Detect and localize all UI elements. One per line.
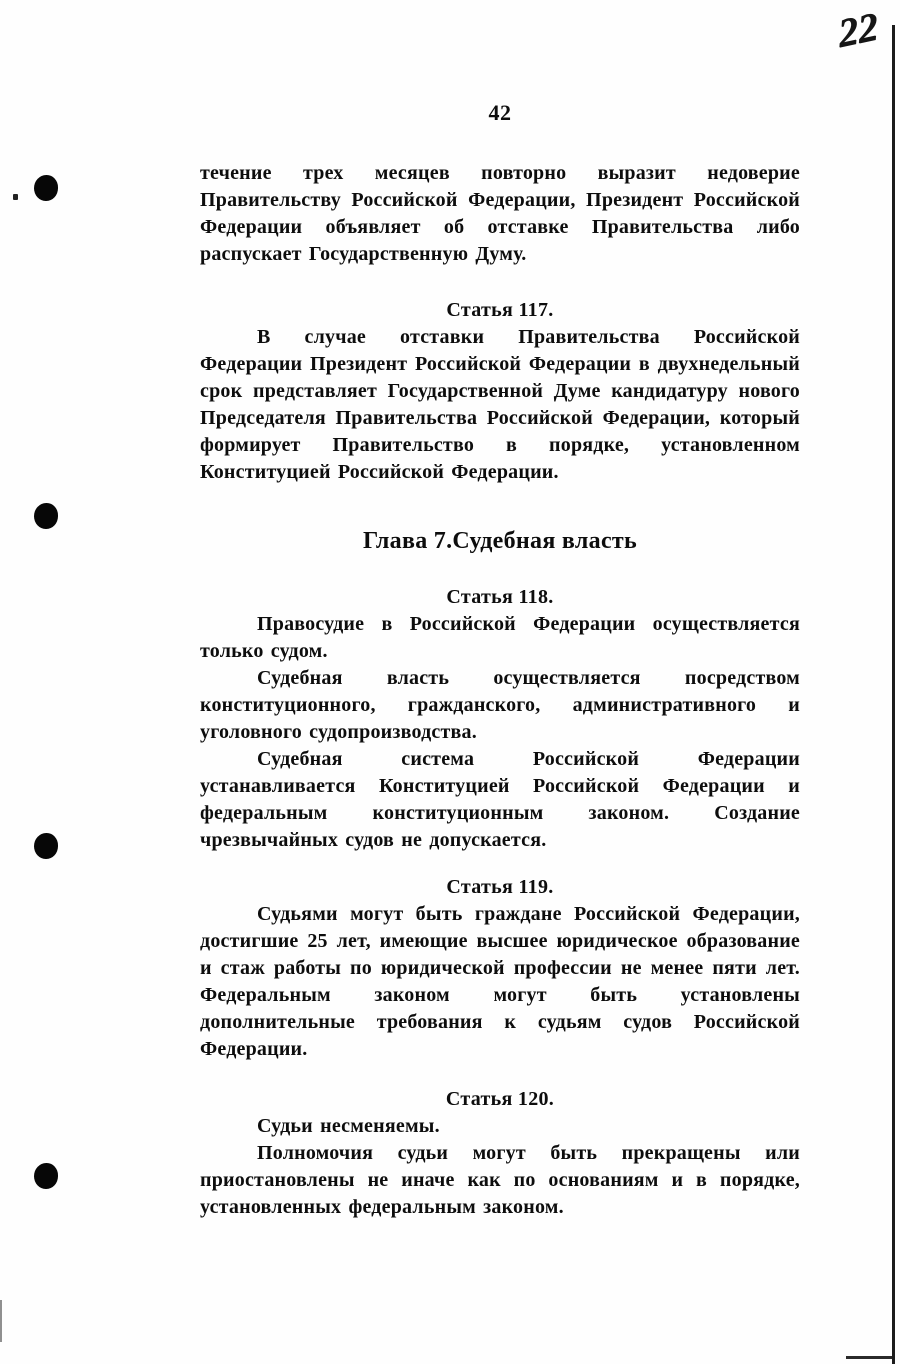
paragraph-article-118-part3: Судебная система Российской Федерации устанавливается Конституцией Российской Федерации и федеральным конституционным законом. Создание чрезвычайных судов не допускается. bbox=[200, 748, 800, 851]
hole-punch-dot bbox=[34, 833, 58, 859]
article-119-heading: Статья 119. bbox=[446, 876, 554, 898]
document-body bbox=[200, 0, 800, 1221]
scan-edge-line-bottom bbox=[846, 1356, 892, 1359]
paragraph-article-117: В случае отставки Правительства Российской Федерации Президент Российской Федерации в двухнедельный срок представляет Государственной Думе кандидатуру нового Председателя Правительства Российской Федерации, который формирует Правительство в порядке, установленном Конституцией Российской Федерации. bbox=[200, 326, 800, 483]
scan-speck bbox=[13, 194, 18, 200]
page-number: 42 bbox=[488, 100, 512, 125]
paragraph-article-120-part1: Судьи несменяемы. bbox=[257, 1115, 440, 1137]
hole-punch-dot bbox=[34, 503, 58, 529]
handwritten-page-number: 22 bbox=[836, 2, 880, 57]
paragraph-article-116-continuation: течение трех месяцев повторно выразит недоверие Правительству Российской Федерации, Президент Российской Федерации объявляет об отставке Правительства либо распускает Государственную Думу. bbox=[200, 162, 800, 265]
hole-punch-dot bbox=[34, 1163, 58, 1189]
scan-edge-line-right bbox=[892, 25, 895, 1364]
paragraph-article-120-part2: Полномочия судьи могут быть прекращены или приостановлены не иначе как по основаниям и в порядке, установленных федеральным законом. bbox=[200, 1142, 800, 1218]
chapter-7-heading: Глава 7.Судебная власть bbox=[363, 528, 637, 554]
paragraph-article-118-part2: Судебная власть осуществляется посредством конституционного, гражданского, административного и уголовного судопроизводства. bbox=[200, 667, 800, 743]
scan-edge-mark-left bbox=[0, 1300, 2, 1342]
paragraph-article-119: Судьями могут быть граждане Российской Федерации, достигшие 25 лет, имеющие высшее юридическое образование и стаж работы по юридической профессии не менее пяти лет. Федеральным законом могут быть установлены дополнительные требования к судьям судов Российской Федерации. bbox=[200, 903, 800, 1060]
hole-punch-dot bbox=[34, 175, 58, 201]
article-118-heading: Статья 118. bbox=[446, 586, 554, 608]
paragraph-article-118-part1: Правосудие в Российской Федерации осуществляется только судом. bbox=[200, 613, 800, 662]
article-117-heading: Статья 117. bbox=[446, 299, 554, 321]
article-120-heading: Статья 120. bbox=[445, 1088, 555, 1110]
